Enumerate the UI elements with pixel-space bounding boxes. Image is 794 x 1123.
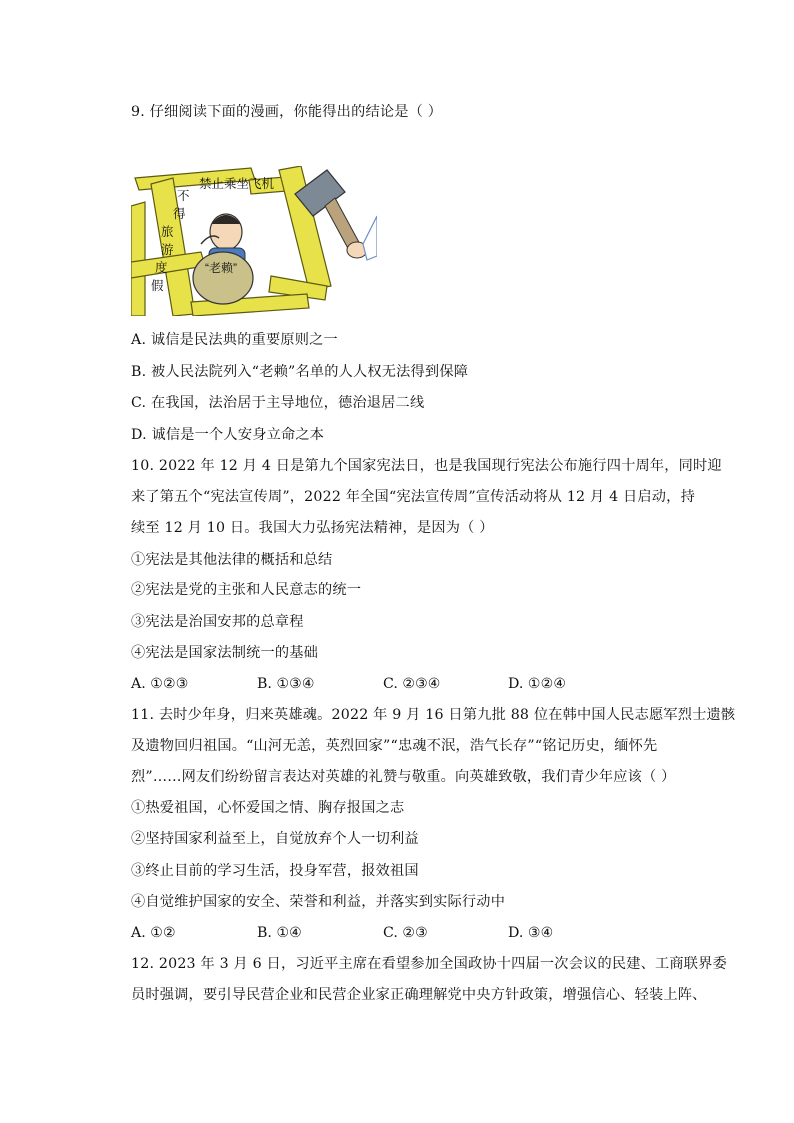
sign-side-char: 游 bbox=[161, 243, 174, 257]
q10-option-b: B. ①③④ bbox=[257, 676, 315, 692]
q11-item: ③终止目前的学习生活，投身军营，报效祖国 bbox=[131, 863, 419, 879]
q10-item: ①宪法是其他法律的概括和总结 bbox=[131, 552, 333, 568]
q10-item: ④宪法是国家法制统一的基础 bbox=[131, 645, 319, 661]
q9-option-b: B. 被人民法院列入“老赖”名单的人人权无法得到保障 bbox=[131, 364, 469, 380]
q11-item: ④自觉维护国家的安全、荣誉和利益，并落实到实际行动中 bbox=[131, 894, 506, 910]
sign-side-char: 不 bbox=[177, 189, 190, 203]
q11-stem-line: 烈”……网友们纷纷留言表达对英雄的礼赞与敬重。向英雄致敬，我们青少年应该（ ） bbox=[131, 769, 676, 785]
board-far-left bbox=[131, 202, 145, 316]
q11-stem-line: 11. 去时少年身，归来英雄魂。2022 年 9 月 16 日第九批 88 位在韩中国人民志愿军烈士遗骸 bbox=[131, 707, 736, 723]
q10-item: ②宪法是党的主张和人民意志的统一 bbox=[131, 582, 362, 598]
q9-stem: 9. 仔细阅读下面的漫画，你能得出的结论是（ ） bbox=[131, 104, 443, 120]
q11-option-a: A. ①② bbox=[131, 925, 176, 941]
q10-item: ③宪法是治国安邦的总章程 bbox=[131, 614, 304, 630]
q10-stem-line: 10. 2022 年 12 月 4 日是第九个国家宪法日，也是我国现行宪法公布施行四十周年，同时迎 bbox=[131, 458, 722, 474]
q11-option-c: C. ②③ bbox=[383, 925, 428, 941]
sign-side-char: 旅 bbox=[161, 225, 174, 239]
q11-item: ①热爱祖国，心怀爱国之情、胸存报国之志 bbox=[131, 800, 405, 816]
sign-side-char: 度 bbox=[155, 261, 168, 275]
q11-option-b: B. ①④ bbox=[257, 925, 302, 941]
q10-option-d: D. ①②④ bbox=[508, 676, 567, 692]
q10-option-a: A. ①②③ bbox=[131, 676, 189, 692]
debtor-figure bbox=[193, 214, 253, 304]
bag-label: “老赖” bbox=[205, 261, 237, 275]
sign-side-char: 假 bbox=[151, 279, 164, 293]
q10-stem-line: 续至 12 月 10 日。我国大力弘扬宪法精神，是因为（ ） bbox=[131, 520, 494, 536]
q10-stem-line: 来了第五个“宪法宣传周”，2022 年全国“宪法宣传周”宣传活动将从 12 月 4 日启动，持 bbox=[131, 489, 695, 505]
q12-stem-line: 员时强调，要引导民营企业和民营企业家正确理解党中央方针政策，增强信心、轻装上阵、 bbox=[131, 987, 707, 1003]
q11-stem-line: 及遗物回归祖国。“山河无恙，英烈回家”“忠魂不泯，浩气长存”“铭记历史，缅怀先 bbox=[131, 738, 658, 754]
q9-option-d: D. 诚信是一个人安身立命之本 bbox=[131, 427, 325, 443]
q10-option-c: C. ②③④ bbox=[383, 676, 441, 692]
sign-top-text: 禁止乘坐飞机 bbox=[199, 177, 275, 191]
q9-option-c: C. 在我国，法治居于主导地位，德治退居二线 bbox=[131, 395, 425, 411]
q11-option-d: D. ③④ bbox=[508, 925, 554, 941]
q12-stem-line: 12. 2023 年 3 月 6 日，习近平主席在看望参加全国政协十四届一次会议的民建、工商联界委 bbox=[131, 956, 727, 972]
cartoon-illustration bbox=[131, 166, 377, 316]
money-bag bbox=[193, 252, 253, 304]
sign-side-char: 得 bbox=[173, 207, 186, 221]
q11-item: ②坚持国家利益至上，自觉放弃个人一切利益 bbox=[131, 831, 419, 847]
q9-option-a: A. 诚信是民法典的重要原则之一 bbox=[131, 332, 338, 348]
